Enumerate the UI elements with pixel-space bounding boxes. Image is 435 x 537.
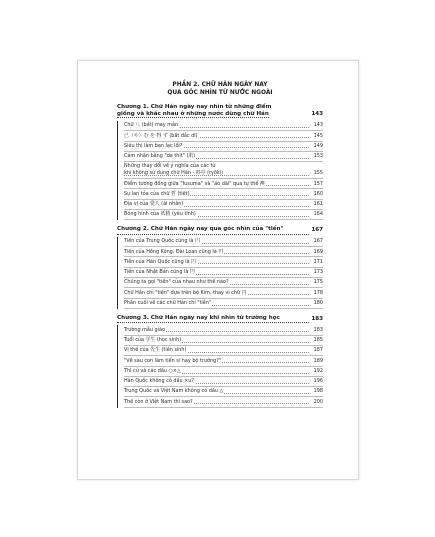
toc-entry-title: Tiền của Hồng Kông, Đài Loan cũng là 円 <box>124 248 224 255</box>
toc-entry-page-number: 153 <box>313 153 323 160</box>
toc-entry[interactable] <box>124 268 323 278</box>
toc-entry-page-number: 187 <box>313 347 323 354</box>
toc-entry-title: Cảm nhận bằng "da thịt" (肌) <box>124 153 196 160</box>
toc-entry[interactable] <box>124 247 323 257</box>
toc-entry-title: Thế còn ở Việt Nam thì sao? <box>124 398 193 405</box>
toc-entry-title: "Về sau con làm tiến sĩ hay bộ trưởng?" <box>124 357 222 364</box>
toc-entry[interactable] <box>124 237 323 247</box>
chapters-list <box>117 104 323 408</box>
toc-entry-page-number: 183 <box>313 326 323 333</box>
toc-entry[interactable] <box>124 152 323 162</box>
toc-entry-page-number: 143 <box>313 122 323 129</box>
toc-content <box>117 81 323 408</box>
chapter-page-number: 183 <box>311 315 323 322</box>
toc-entry-page-number: 161 <box>313 201 323 208</box>
toc-entry[interactable] <box>124 336 323 346</box>
book-page <box>77 60 359 480</box>
toc-entry-title: 已（や）む を 得 ず (bất đắc dĩ) <box>124 132 198 139</box>
toc-entry-title: Hàn Quốc không có dấu ×ư? <box>124 378 194 385</box>
toc-entry-page-number: 149 <box>313 142 323 149</box>
toc-entry[interactable] <box>124 299 323 309</box>
toc-entry-page-number: 169 <box>313 248 323 255</box>
toc-entry-page-number: 178 <box>313 289 323 296</box>
toc-entry-page-number: 198 <box>313 388 323 395</box>
toc-entry-page-number: 155 <box>313 170 323 177</box>
toc-entry-title: Chúng ta gọi "tiền" của nhau như thế nào? <box>124 279 229 286</box>
toc-entry-title: Trường mẫu giáo <box>124 326 165 333</box>
toc-entry[interactable] <box>124 288 323 298</box>
toc-entry[interactable] <box>124 210 323 220</box>
toc-entry-title: Điểm tương đồng giữa "fusuma" và "áo dài" qua tự thể 襖 <box>124 180 265 187</box>
chapter-title[interactable] <box>117 226 323 235</box>
chapter-entries <box>117 121 323 220</box>
toc-entry[interactable] <box>124 367 323 377</box>
toc-entry[interactable] <box>124 121 323 131</box>
part-heading <box>117 81 323 98</box>
toc-entry-title: Địa vị của 愛人 (ái nhân) <box>124 201 184 208</box>
chapter-page-number: 143 <box>311 111 323 118</box>
chapter-title-line1: Chương 1. Chữ Hán ngày nay nhìn từ những điểm <box>117 103 272 110</box>
toc-entry[interactable] <box>124 131 323 141</box>
chapter-section <box>117 315 323 408</box>
chapter-title-line2: giống và khác nhau ở những nước dùng chữ Hán <box>117 111 269 118</box>
chapter-entries <box>117 325 323 407</box>
toc-entry-title: Sự lan tỏa của chữ 哲 (tiết) <box>124 190 190 197</box>
toc-entry-page-number: 157 <box>313 180 323 187</box>
part-heading-line1: PHẦN 2. CHỮ HÁN NGÀY NAY <box>172 82 268 88</box>
chapter-title[interactable] <box>117 315 323 324</box>
toc-entry-page-number: 164 <box>313 211 323 218</box>
toc-entry[interactable] <box>124 397 323 407</box>
toc-entry-title: Phần cuối về các chữ Hán chỉ "tiền" <box>124 299 212 306</box>
toc-entry-title: Bóng hình của 妖精 (yêu tinh) <box>124 211 196 218</box>
part-heading-line2: QUA GÓC NHÌN TỪ NƯỚC NGOÀI <box>167 90 273 97</box>
toc-entry-title: Trung Quốc và Việt Nam không có dấu △ <box>124 388 224 395</box>
toc-entry-title: Tiền của Trung Quốc cũng là 円 <box>124 238 200 245</box>
toc-entry-page-number: 175 <box>313 279 323 286</box>
toc-entry[interactable] <box>124 142 323 152</box>
chapter-section <box>117 226 323 309</box>
toc-entry-page-number: 145 <box>313 132 323 139</box>
toc-entry[interactable] <box>124 200 323 210</box>
toc-entry[interactable] <box>124 179 323 189</box>
chapter-section <box>117 104 323 221</box>
chapter-entries <box>117 237 323 309</box>
toc-entry-title: Tiền của Nhật Bản cũng là 円 <box>124 269 195 276</box>
toc-entry-page-number: 167 <box>313 238 323 245</box>
toc-entry-title: Chữ Hán chỉ "tiền" dựa trên bộ Kim, thay vì chữ 円 <box>124 289 247 296</box>
toc-entry-title: Siêu thị làm bạn lạc lối? <box>124 142 183 149</box>
toc-entry-page-number: 189 <box>313 357 323 364</box>
toc-entry-title: Vị thế của 先生 (tiên sinh) <box>124 347 187 354</box>
chapter-title-line1: Chương 2. Chữ Hán ngày nay qua góc nhìn của "tiền" <box>117 226 309 235</box>
toc-entry-title: Thi cử và các dấu ○×△ <box>124 367 181 374</box>
toc-entry[interactable] <box>124 257 323 267</box>
toc-entry-page-number: 185 <box>313 337 323 344</box>
toc-entry[interactable] <box>124 387 323 397</box>
toc-entry-page-number: 196 <box>313 378 323 385</box>
chapter-title-line1: Chương 3. Chữ Hán ngày nay khi nhìn từ trường học <box>117 315 309 324</box>
toc-entry[interactable] <box>124 189 323 199</box>
chapter-page-number: 167 <box>311 227 323 234</box>
toc-entry[interactable] <box>124 377 323 387</box>
toc-entry-page-number: 160 <box>313 190 323 197</box>
toc-entry-page-number: 173 <box>313 269 323 276</box>
toc-entry-title-line2: khi không sử dụng chữ Hán - 料亭 (ryōki) <box>124 170 224 177</box>
toc-entry-title: Những thay đổi về ý nghĩa của các từ <box>124 163 216 170</box>
toc-entry-page-number: 192 <box>313 367 323 374</box>
toc-entry-page-number: 200 <box>313 398 323 405</box>
toc-entry[interactable] <box>124 325 323 335</box>
chapter-title[interactable] <box>117 104 323 119</box>
toc-entry-page-number: 171 <box>313 258 323 265</box>
toc-entry-title: Tiền của Hàn Quốc cũng là 円 <box>124 258 197 265</box>
toc-entry-page-number: 180 <box>313 299 323 306</box>
toc-entry[interactable] <box>124 162 323 179</box>
toc-entry[interactable] <box>124 278 323 288</box>
toc-entry-title: Chữ 八 (bát) may mắn <box>124 122 179 129</box>
toc-entry-title: Tuổi của 学生 (học sinh) <box>124 337 182 344</box>
toc-entry[interactable] <box>124 346 323 356</box>
toc-entry[interactable] <box>124 356 323 366</box>
